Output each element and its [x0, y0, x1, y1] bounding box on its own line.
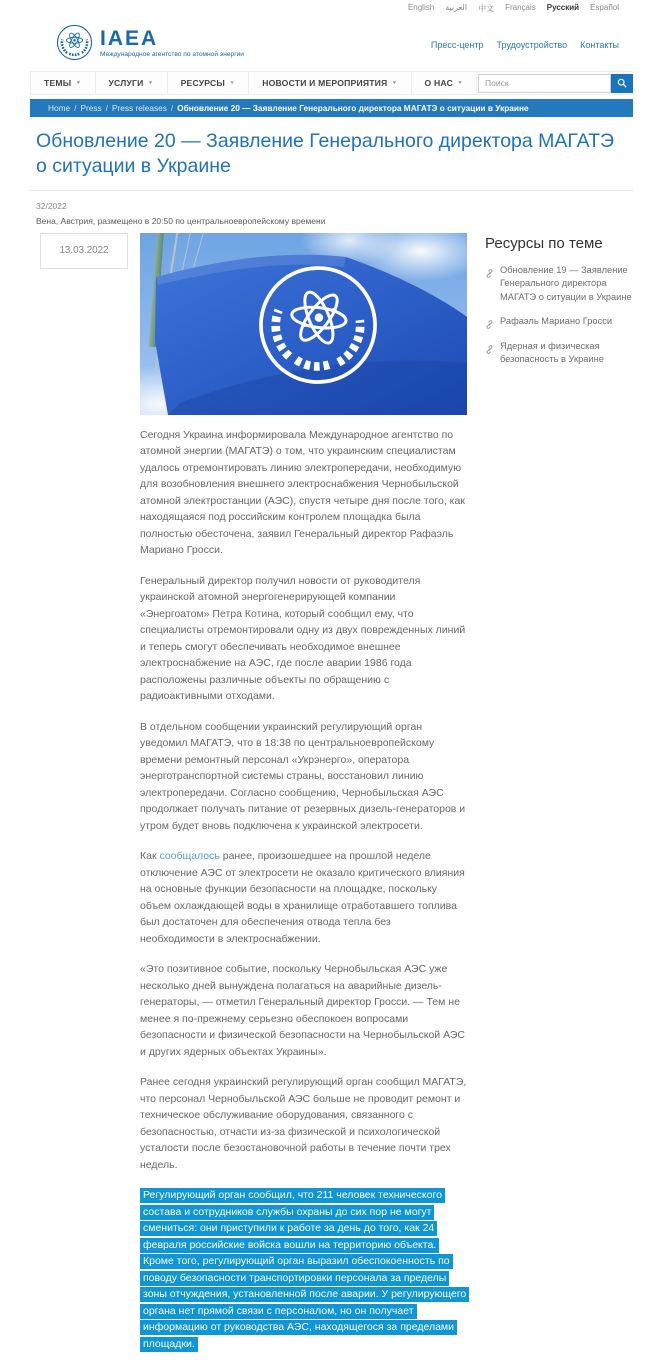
breadcrumb-separator: / — [170, 103, 174, 113]
chevron-down-icon: ▼ — [229, 80, 236, 86]
article-paragraph: Ранее сегодня украинский регулирующий орган сообщил МАГАТЭ, что персонал Чернобыльской АЭС больше не проводит ремонт и техническое обслуживание оборудования, связанного с безопасностью, отчасти из-за физической и психологической усталости после безостановочной работы в течение почти трех недель. — [140, 1076, 467, 1171]
article-paragraph-highlighted — [140, 1187, 467, 1352]
header-link[interactable]: Трудоустройство — [496, 40, 568, 50]
nav-item-label: О НАС — [424, 78, 454, 88]
breadcrumb-link[interactable]: Home — [48, 103, 71, 113]
search-icon — [617, 78, 627, 88]
related-resources-list — [485, 264, 633, 367]
article-paragraph: Генеральный директор получил новости от руководителя украинской атомной энергогенерирующей компании «Энергоатом» Петра Котина, который сообщил ему, что специалисты отремонтировали одну из двух поврежденных линий и теперь смогут обеспечивать необходимое внешнее электроснабжение на АЭС, где после аварии 1986 года расположены различные объекты по обращению с радиоактивными отходами. — [140, 574, 466, 703]
breadcrumb-separator: / — [74, 103, 77, 113]
nav-items — [30, 72, 477, 94]
related-resource-item — [485, 315, 633, 329]
nav-item-label: НОВОСТИ И МЕРОПРИЯТИЯ — [262, 78, 388, 88]
related-resources-title: Ресурсы по теме — [485, 234, 603, 252]
date-box — [40, 233, 128, 269]
nav-item-label: ТЕМЫ — [44, 78, 72, 88]
language-bar — [0, 0, 663, 16]
article-paragraph: Сегодня Украина информировала Международное агентство по атомной энергии (МАГАТЭ) о том, что украинским специалистам удалось отремонтировать линию электропередачи, необходимую для возобновления внешнего электроснабжения Чернобыльской атомной электростанции (АЭС), спустя четыре дня после того, как находящаяся под российским контролем площадка была полностью обесточена, заявил Генеральный директор Рафаэль Мариано Гросси. — [140, 428, 465, 557]
related-resource-link[interactable]: Рафаэль Мариано Гросси — [500, 316, 613, 327]
dateline: Вена, Австрия, размещено в 20:50 по центральноевропейскому времени — [36, 215, 326, 226]
hero-image-iaea-flag — [140, 233, 467, 415]
breadcrumb-current: Обновление 20 — Заявление Генерального директора МАГАТЭ о ситуации в Украине — [177, 103, 529, 113]
header-link[interactable]: Пресс-центр — [430, 40, 484, 50]
article-body — [140, 415, 467, 1353]
nav-item-новости-и-мероприятия[interactable] — [249, 72, 411, 94]
chevron-down-icon: ▼ — [391, 80, 398, 86]
iaea-emblem-icon — [56, 24, 93, 61]
link-icon — [485, 341, 494, 350]
language-option[interactable]: العربية — [445, 3, 468, 12]
logo-subtitle: Международное агентство по атомной энергии — [100, 50, 244, 58]
search-input[interactable] — [478, 74, 611, 93]
highlighted-text: Регулирующий орган сообщил, что 211 человек технического состава и сотрудников службы охраны до сих пор не могут смениться: они приступили к работе за день до того, как 24 февраля российские войска вошли на территорию объекта. Кроме того, регулирующий орган выразил обеспокоенность по поводу безопасности транспортировки персонала за пределы зоны отчуждения, установленной после аварии. У регулирующего органа нет прямой связи с персоналом, но он получает информацию от руководства АЭС, находящегося за пределами площадки. — [140, 1188, 469, 1352]
related-resource-item — [485, 264, 633, 305]
nav-item-темы[interactable] — [30, 72, 96, 94]
article-paragraph: В отдельном сообщении украинский регулирующий орган уведомил МАГАТЭ, что в 18:38 по центральноевропейскому времени ремонтный персонал «Укрэнерго», оператора энерготранспортной системы страны, восстановил линию электропередачи. Согласно сообщению, Чернобыльская АЭС продолжает получать питание от резервных дизель-генераторов и утром будет вновь подключена к украинской электросети. — [140, 720, 466, 832]
related-resource-item — [485, 340, 633, 367]
article-paragraph: «Это позитивное событие, поскольку Чернобыльская АЭС уже несколько дней вынуждена полагаться на аварийные дизель-генераторы, — отметил Генеральный директор Гросси. — Тем не менее я по-прежнему серьезно обеспокоен вопросами безопасности и физической безопасности на Чернобыльской АЭС и других ядерных объектах Украины». — [140, 963, 465, 1058]
header-links — [431, 40, 619, 50]
chevron-down-icon: ▼ — [75, 80, 82, 86]
nav-item-о-нас[interactable] — [412, 72, 478, 94]
related-resource-link[interactable]: Ядерная и физическая безопасность в Украине — [500, 340, 604, 365]
language-option[interactable]: English — [407, 3, 435, 12]
nav-item-услуги[interactable] — [96, 72, 168, 94]
iaea-logo[interactable] — [56, 24, 244, 61]
related-resource-link[interactable]: Обновление 19 — Заявление Генерального директора МАГАТЭ о ситуации в Украине — [500, 264, 632, 302]
search-button[interactable] — [611, 74, 633, 93]
nav-item-ресурсы[interactable] — [168, 72, 250, 94]
link-icon — [485, 316, 494, 325]
breadcrumb — [30, 99, 633, 117]
chevron-down-icon: ▼ — [147, 80, 154, 86]
iaea-flag — [140, 233, 467, 415]
issue-number: 32/2022 — [36, 200, 67, 211]
publish-date: 13.03.2022 — [59, 245, 109, 257]
inline-link[interactable]: сообщалось — [159, 850, 220, 863]
header-link[interactable]: Контакты — [580, 40, 619, 50]
language-option[interactable]: Español — [590, 3, 619, 12]
language-option[interactable]: Français — [505, 3, 536, 12]
breadcrumb-separator: / — [105, 103, 108, 113]
main-nav — [30, 71, 633, 95]
nav-item-label: УСЛУГИ — [108, 78, 144, 88]
logo-acronym: IAEA — [100, 26, 159, 50]
page-title: Обновление 20 — Заявление Генерального директора МАГАТЭ о ситуации в Украине — [36, 130, 615, 178]
language-option[interactable]: 中文 — [478, 4, 495, 13]
breadcrumb-link[interactable]: Press — [80, 103, 102, 113]
language-option[interactable]: Русский — [546, 3, 580, 12]
search-area — [478, 72, 633, 94]
breadcrumb-link[interactable]: Press releases — [111, 103, 167, 113]
article-paragraph: Как сообщалось ранее, произошедшее на прошлой неделе отключение АЭС от электросети не оказало критического влияния на основные функции безопасности на площадке, поскольку объем охлаждающей воды в хранилище отработавшего топлива был достаточен для обеспечения отвода тепла без необходимости в электроснабжении. — [140, 850, 465, 945]
site-header — [0, 16, 663, 67]
link-icon — [485, 265, 494, 274]
chevron-down-icon: ▼ — [457, 80, 464, 86]
nav-item-label: РЕСУРСЫ — [180, 78, 226, 88]
